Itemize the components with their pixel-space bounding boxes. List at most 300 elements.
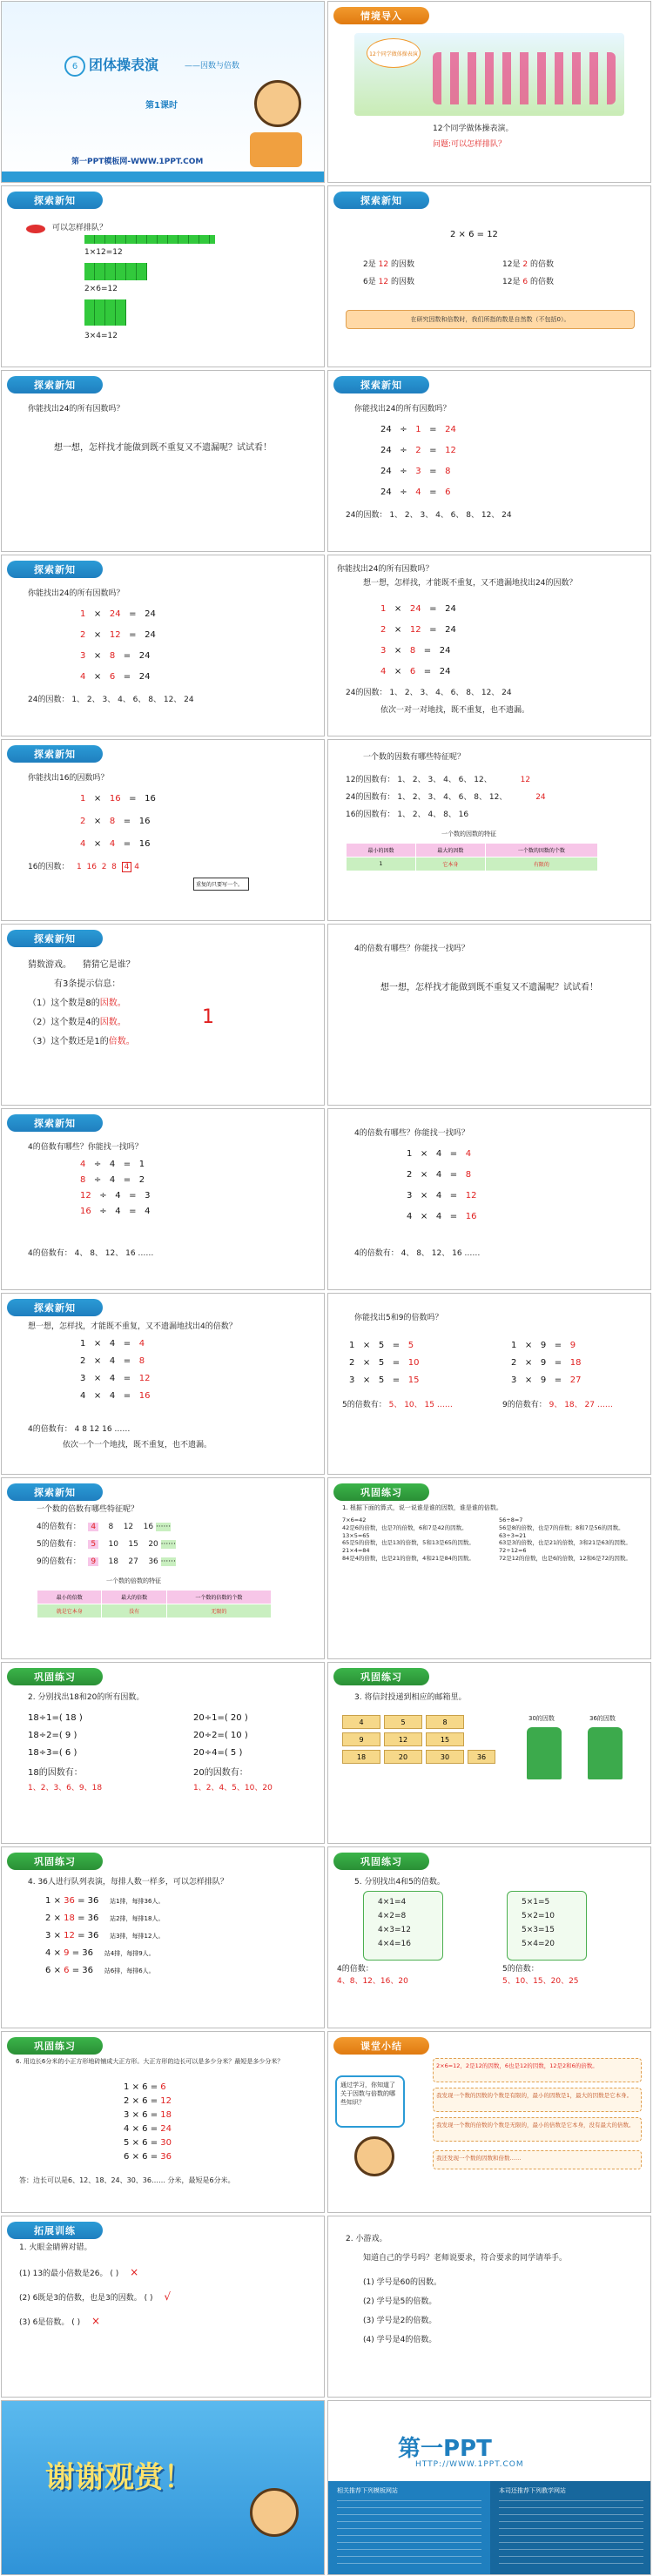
text-span: 3 — [45, 1931, 51, 1940]
eq-row-4 — [80, 1207, 150, 1216]
item-3 — [19, 2314, 100, 2328]
text-span: 36 — [87, 1896, 99, 1906]
text-span: × — [131, 2152, 139, 2162]
text-span: × — [93, 1374, 102, 1383]
banner-label: 探索新知 — [7, 1114, 103, 1132]
text-span: 24 — [445, 604, 456, 614]
text-span: (2) 6既是3的倍数，也是3的因数。 ( ) — [19, 2294, 153, 2303]
text-span: √ — [164, 2290, 172, 2303]
text-span: （1）这个数是8的 — [28, 999, 100, 1008]
text-span: 12 — [520, 776, 531, 784]
text-span: × — [93, 630, 102, 640]
text-span: 56÷8=7 — [499, 1517, 523, 1523]
text-span: 2 — [138, 1175, 145, 1185]
slide-practice-2[interactable] — [1, 1662, 325, 1844]
game-item-1: (1) 学号是60的因数。 — [363, 2278, 442, 2287]
text-span: ÷ — [93, 1175, 102, 1185]
text-span: 的倍数 — [529, 278, 554, 286]
slide-thanks[interactable] — [1, 2400, 325, 2575]
text-span: 24 — [445, 625, 456, 635]
text-span: 6 — [64, 1966, 70, 1975]
text-span: × — [53, 1914, 61, 1923]
task: 1. 根据下面的算式，说一说谁是谁的因数，谁是谁的倍数。 — [342, 1504, 502, 1511]
text-span: 4 8 12 16 …… — [74, 1425, 131, 1434]
slide-factor-features[interactable] — [327, 739, 651, 921]
text-span: × — [93, 1391, 102, 1401]
text-span: = — [77, 1914, 85, 1923]
slide-summary[interactable] — [327, 2031, 651, 2213]
eq5-row-3 — [349, 1375, 419, 1385]
text-span: × — [394, 646, 402, 656]
text-span: 6 — [142, 2082, 148, 2092]
text-span: 9 — [88, 1557, 98, 1566]
text-span: 4 — [134, 863, 139, 871]
eq-row-2 — [80, 817, 150, 826]
text-span: 4×1=4 — [378, 1898, 407, 1907]
slide-practice-3[interactable] — [327, 1662, 651, 1844]
text-span: 12 — [378, 260, 389, 269]
text-span: × — [420, 1149, 428, 1159]
slide-guess-game[interactable] — [1, 924, 325, 1106]
text-span: ÷ — [400, 446, 407, 455]
slide-4-method[interactable] — [1, 1293, 325, 1475]
slide-24-method[interactable] — [327, 555, 651, 736]
text-span: = — [449, 1212, 458, 1221]
think-prompt: 想一想，怎样找，才能既不重复，又不遗漏地找出24的因数？ — [363, 579, 577, 588]
result-20: 1、2、4、5、10、20 — [193, 1784, 273, 1792]
arrange-row-5 — [45, 1966, 155, 1975]
text-span: 10 — [108, 1540, 118, 1549]
text-span: = — [150, 2124, 158, 2134]
text-span: = — [429, 446, 437, 455]
result — [28, 695, 194, 705]
text-span: = — [449, 1149, 458, 1159]
text-span: × — [53, 1931, 61, 1940]
eq-row-1 — [380, 604, 456, 614]
text-span: 3 — [145, 1191, 151, 1201]
mailbox-30-label: 30的因数 — [528, 1715, 555, 1722]
text-span: 站4排，每排9人。 — [104, 1950, 155, 1957]
mailbox-36-label: 36的因数 — [589, 1715, 616, 1722]
text-span: 1、 2、 3、 4、 6、 8、 12、 24 — [71, 696, 194, 704]
text-span: × — [93, 672, 102, 682]
text-span: (3) 6是倍数。 ( ) — [19, 2318, 81, 2327]
label-1x12: 1×12=12 — [84, 248, 123, 257]
text-span: = — [554, 1341, 562, 1350]
envelope-30[interactable]: 30 — [426, 1750, 464, 1764]
intro-caption: 12个同学做体操表演。 — [433, 124, 514, 133]
text-span: 3 — [80, 651, 86, 661]
slide-find-24-factors[interactable] — [1, 370, 325, 552]
slide-intro[interactable] — [327, 1, 651, 183]
text-span: 9 — [540, 1358, 547, 1368]
text-span: 24 — [380, 425, 392, 434]
text-span: 12的因数有： — [346, 776, 395, 784]
text-span: 24的因数： — [28, 696, 70, 704]
text-span: = — [392, 1341, 401, 1350]
text-span: 1 — [45, 1896, 51, 1906]
eq-row-3 — [80, 839, 150, 849]
text-span: 56是8的倍数，也是7的倍数；8和7是56的因数。 — [499, 1523, 624, 1531]
eq9-row-2 — [511, 1358, 581, 1368]
text-span: 65是5的倍数，也是13的倍数，5和13是65的因数。 — [342, 1539, 475, 1547]
slide-16-factors[interactable] — [1, 739, 325, 921]
cover-title: 团体操表演 — [89, 57, 159, 73]
pencil-icon — [26, 225, 45, 233]
text-span: 8 — [138, 1356, 145, 1366]
text-span: 18 — [160, 2110, 172, 2120]
text-span: 8 — [109, 651, 116, 661]
text-span: = — [123, 1160, 131, 1169]
eq-row-1 — [80, 1160, 145, 1169]
teacher-bubble: 通过学习，你知道了关于因数与倍数的哪些知识？ — [335, 2075, 405, 2128]
tile-row-1 — [124, 2082, 166, 2092]
banner-label: 探索新知 — [333, 376, 429, 393]
text-span: × — [93, 1339, 102, 1349]
banner-label: 探索新知 — [333, 192, 429, 209]
text-span: 4 — [80, 1160, 86, 1169]
eq-row-3 — [80, 1374, 150, 1383]
text-span: = — [429, 604, 437, 614]
text-span: 8 — [409, 646, 416, 656]
text-span: × — [131, 2110, 139, 2120]
question: 4的倍数有哪些？你能找一找吗？ — [354, 1129, 469, 1138]
text-span: 5 — [407, 1341, 414, 1350]
text-span: 8 — [109, 817, 116, 826]
result — [354, 1248, 480, 1259]
result — [28, 1424, 130, 1435]
students-group — [433, 52, 616, 104]
text-span: 一个数的因数的个数 — [485, 844, 597, 858]
features-table — [37, 1590, 272, 1618]
eq5-row-2 — [349, 1358, 419, 1368]
text-span: × — [53, 1966, 61, 1975]
text-span: 站1排，每排36人。 — [110, 1898, 165, 1905]
text-span: = — [449, 1191, 458, 1201]
text-span: = — [129, 609, 137, 619]
text-span: ÷ — [99, 1191, 107, 1201]
task: 1. 火眼金睛辨对错。 — [19, 2243, 92, 2252]
text-span: 1 — [511, 1341, 517, 1350]
text-span: 4的倍数有： — [37, 1523, 81, 1531]
text-span: 24 — [439, 646, 451, 656]
text-span: 4、 8、 12、 16 …… — [74, 1249, 154, 1258]
text-span: （3）这个数还是1的 — [28, 1037, 109, 1046]
eq-row-4 — [80, 1391, 150, 1401]
text-span: = — [150, 2110, 158, 2120]
game-item-2: (2) 学号是5的倍数。 — [363, 2297, 437, 2306]
text-span: 12 — [378, 278, 389, 286]
text-span: 就是它本身 — [37, 1604, 102, 1618]
text-span: 6 — [142, 2110, 148, 2120]
text-span: 12 — [445, 446, 456, 455]
text-span: 4的倍数有： — [354, 1249, 399, 1258]
text-span: 5 — [378, 1375, 385, 1385]
text-span: × — [420, 1212, 428, 1221]
text-span: 4 — [109, 1160, 116, 1169]
slide-cover[interactable] — [1, 1, 325, 183]
text-span: 24 — [380, 446, 392, 455]
text-span: 4 — [122, 862, 132, 872]
div-18-3: 18÷3=( 6 ) — [28, 1748, 77, 1758]
text-span: = — [77, 1896, 85, 1906]
envelope-20[interactable]: 20 — [384, 1750, 422, 1764]
text-span: 2 — [407, 1170, 413, 1180]
slide-4-division[interactable] — [1, 1108, 325, 1290]
text-span: 4×2=8 — [378, 1912, 407, 1920]
game-item-3: (3) 学号是2的倍数。 — [363, 2317, 437, 2325]
text-span: 2 — [349, 1358, 355, 1368]
slide-practice-4[interactable] — [1, 1846, 325, 2028]
text-span: 4 — [88, 1523, 98, 1531]
text-span: 12 — [138, 1374, 151, 1383]
think-prompt: 想一想，怎样找才能做到既不重复又不遗漏呢？试试看！ — [54, 443, 272, 453]
slide-24-multiply[interactable] — [1, 555, 325, 736]
text-span: 5 — [378, 1358, 385, 1368]
cover-footer: 第一PPT模板网-WWW.1PPT.COM — [71, 158, 204, 166]
clue-3 — [28, 1036, 135, 1048]
eq-row-1 — [380, 425, 456, 434]
book-illustration — [250, 132, 302, 167]
text-span: = — [123, 1356, 131, 1366]
text-span: 9的倍数有： — [502, 1401, 547, 1409]
slide-brand[interactable] — [327, 2400, 651, 2575]
text-span: 2 — [415, 446, 421, 455]
features-caption: 一个数的因数的特征 — [441, 831, 496, 837]
text-span: 站3排，每排12人。 — [110, 1933, 165, 1940]
text-span: × — [362, 1375, 371, 1385]
boy-illustration — [354, 2136, 394, 2176]
text-span: 18 — [64, 1914, 75, 1923]
text-span: 6 — [522, 278, 528, 286]
brand-url[interactable]: HTTP://WWW.1PPT.COM — [415, 2460, 524, 2469]
question: 可以怎样排队？ — [52, 224, 108, 232]
text-span: × — [362, 1358, 371, 1368]
banner-label: 拓展训练 — [7, 2222, 103, 2239]
task: 2. 小游戏。 — [346, 2235, 387, 2243]
envelope-9[interactable]: 9 — [342, 1732, 380, 1746]
envelope-15[interactable]: 15 — [426, 1732, 464, 1746]
text-span: 5的倍数有： — [37, 1540, 81, 1549]
label-2x6: 2×6=12 — [84, 285, 118, 293]
text-span: 2 — [124, 2096, 130, 2106]
text-span: 3 — [415, 467, 421, 476]
text-span: （2）这个数是4的 — [28, 1018, 100, 1027]
text-span: 12 — [123, 1523, 134, 1531]
result — [346, 688, 512, 698]
text-span: × — [53, 1948, 61, 1958]
text-span: = — [123, 672, 131, 682]
text-span: = — [129, 630, 137, 640]
slide-extension-1[interactable] — [1, 2216, 325, 2398]
slide-arrangements[interactable] — [1, 185, 325, 367]
text-span: 2是 — [363, 260, 376, 269]
left-panel-title: 相关推荐下列模板网站 — [337, 2487, 398, 2494]
div-18-2: 18÷2=( 9 ) — [28, 1731, 77, 1740]
text-span: = — [429, 467, 437, 476]
text-span: 24 — [109, 609, 121, 619]
banner-label: 巩固练习 — [7, 1853, 103, 1870]
text-span: 24 — [439, 667, 451, 676]
text-span: 1 — [77, 863, 82, 871]
text-span: 3 — [124, 2110, 130, 2120]
hint-intro: 有3条提示信息： — [54, 979, 121, 989]
slide-24-division[interactable] — [327, 370, 651, 552]
text-span: × — [524, 1341, 533, 1350]
text-span: 6 — [124, 2152, 130, 2162]
eq-row-4 — [380, 667, 450, 676]
text-span: 21×4=84 — [342, 1547, 370, 1555]
cover-subtitle: ——因数与倍数 — [185, 62, 240, 71]
text-span: 4 — [80, 1391, 86, 1401]
tile-row-2 — [124, 2096, 172, 2106]
banner-label: 巩固练习 — [333, 1853, 429, 1870]
text-span: 4 — [435, 1212, 442, 1221]
text-span: 6 — [142, 2124, 148, 2134]
text-span: 24 — [145, 609, 156, 619]
envelope-18[interactable]: 18 — [342, 1750, 380, 1764]
think-prompt: 想一想，怎样找，才能既不重复，又不遗漏地找出4的倍数？ — [28, 1322, 237, 1331]
text-span: 4 — [109, 1391, 116, 1401]
text-span: 36 — [82, 1966, 94, 1975]
eq-row-3 — [80, 1191, 150, 1201]
text-span: 16 — [138, 839, 151, 849]
eq-row-1 — [80, 794, 156, 804]
text-span: 4×3=12 — [378, 1926, 411, 1934]
slide-practice-6[interactable] — [1, 2031, 325, 2213]
result-9 — [502, 1400, 613, 1410]
slide-5-and-9[interactable] — [327, 1293, 651, 1475]
text-span: 42是6的倍数，也是7的倍数，6和7是42的因数。 — [342, 1523, 468, 1531]
text-span: = — [123, 651, 131, 661]
envelope-5[interactable]: 5 — [384, 1715, 422, 1729]
text-span: 1、 2、 3、 4、 6、 12、 — [397, 776, 492, 784]
text-span: 4 — [124, 2124, 130, 2134]
eq-row-3 — [407, 1191, 476, 1201]
envelope-36[interactable]: 36 — [468, 1750, 495, 1764]
text-span: 6 — [109, 672, 116, 682]
text-span: 1、 2、 3、 4、 6、 8、 12、 — [397, 793, 508, 802]
text-span: 16 — [138, 817, 151, 826]
slide-extension-2[interactable] — [327, 2216, 651, 2398]
item-2 — [19, 2290, 171, 2304]
text-span: 4 — [80, 672, 86, 682]
text-span: 16 — [138, 1391, 151, 1401]
envelope-12[interactable]: 12 — [384, 1732, 422, 1746]
text-span: 4 — [435, 1170, 442, 1180]
text-span: 24 — [445, 425, 456, 434]
text-span: 的因数 — [390, 260, 414, 269]
summary-2: 我发现一个数的因数的个数是有限的，最小的因数是1，最大的因数是它本身。 — [433, 2088, 642, 2112]
summary-1: 2×6=12，2是12的因数，6也是12的因数，12是2和6的倍数。 — [433, 2058, 642, 2082]
text-span: 6 — [142, 2138, 148, 2148]
banner-label: 探索新知 — [7, 930, 103, 947]
text-span: 1、 2、 3、 4、 6、 8、 12、 24 — [389, 511, 512, 520]
text-span: 84是4的倍数，也是21的倍数，4和21是84的因数。 — [342, 1554, 475, 1562]
text-span: = — [429, 488, 437, 497]
text-span: 18 — [108, 1557, 118, 1566]
envelope-4[interactable]: 4 — [342, 1715, 380, 1729]
text-span: = — [129, 1191, 137, 1201]
right-panel-title: 本司还推荐下列教学网站 — [499, 2487, 566, 2494]
text-span: 8 — [445, 467, 451, 476]
eq9-row-3 — [511, 1375, 581, 1385]
mailbox-30[interactable] — [527, 1727, 562, 1779]
mailbox-36[interactable] — [588, 1727, 623, 1779]
text-span: = — [423, 667, 432, 676]
text-span: 27 — [569, 1375, 582, 1385]
text-span: 2 — [80, 1356, 86, 1366]
text-span: 最大的因数 — [415, 844, 485, 858]
list-16 — [346, 810, 468, 820]
text-span: 4 — [80, 839, 86, 849]
slide-multiple-features[interactable] — [1, 1477, 325, 1659]
text-span: = — [554, 1375, 562, 1385]
banner-label: 巩固练习 — [7, 2037, 103, 2055]
slide-practice-5[interactable] — [327, 1846, 651, 2028]
banner-label: 探索新知 — [7, 1483, 103, 1501]
slide-4-multiply[interactable] — [327, 1108, 651, 1290]
text-span: = — [71, 1948, 80, 1958]
div-20-1: 20÷1=( 20 ) — [193, 1713, 248, 1723]
arrange-row-1 — [45, 1896, 164, 1906]
question: 你能找出16的因数吗？ — [28, 774, 109, 783]
text-span: 8 — [80, 1175, 86, 1185]
summary-4: 我还发现一个数的因数和倍数…… — [433, 2150, 642, 2169]
div-18-1: 18÷1=( 18 ) — [28, 1713, 83, 1723]
answers-left — [342, 1517, 490, 1563]
text-span: ÷ — [400, 488, 407, 497]
eq-row-2 — [80, 1356, 145, 1366]
slide-factor-definition[interactable] — [327, 185, 651, 367]
text-span: = — [129, 1207, 137, 1216]
text-span: 16 — [80, 1207, 91, 1216]
text-span: 4 — [109, 1374, 116, 1383]
envelope-8[interactable]: 8 — [426, 1715, 464, 1729]
text-span: = — [150, 2138, 158, 2148]
right-link-list[interactable] — [499, 2500, 643, 2570]
answer: 答：边长可以是6、12、18、24、30、36…… 分米，最短是6分米。 — [19, 2176, 235, 2184]
def-d — [502, 277, 554, 287]
label-3x4: 3×4=12 — [84, 332, 118, 340]
slide-multiples-of-4[interactable] — [327, 924, 651, 1106]
left-panel — [328, 2481, 490, 2575]
multiples-5: 5的倍数有： 5 10 15 20 ······ — [37, 1540, 176, 1549]
result — [346, 510, 512, 521]
equation: 2 × 6 = 12 — [450, 230, 498, 239]
text-span: 最小的因数 — [347, 844, 416, 858]
def-a — [363, 259, 414, 270]
text-span: × — [93, 839, 102, 849]
text-span: 30 — [160, 2138, 172, 2148]
left-link-list[interactable] — [337, 2500, 481, 2570]
text-span: 有限的 — [485, 858, 597, 871]
text-span: 3 — [407, 1191, 413, 1201]
slide-practice-1[interactable] — [327, 1477, 651, 1659]
text-span: 18 — [569, 1358, 582, 1368]
text-span: = — [123, 1374, 131, 1383]
text-span: × — [131, 2082, 139, 2092]
result — [28, 1248, 153, 1259]
text-span: 2 — [101, 863, 107, 871]
text-span: 16 — [109, 794, 121, 804]
answers-right — [499, 1517, 647, 1563]
result-4: 4、8、12、16、20 — [337, 1977, 408, 1986]
text-span: = — [429, 625, 437, 635]
eq-row-2 — [380, 446, 456, 455]
banner-label: 探索新知 — [7, 376, 103, 393]
text-span: 9、 18、 27 …… — [549, 1401, 613, 1409]
